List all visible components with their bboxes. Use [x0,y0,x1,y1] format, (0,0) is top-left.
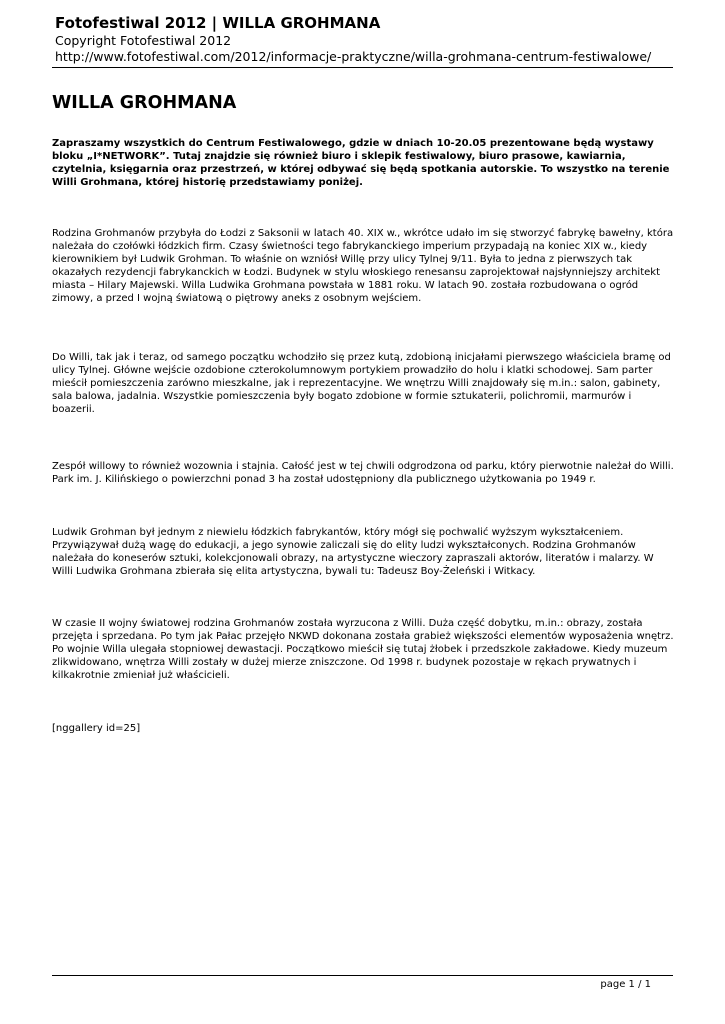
header-copyright: Copyright Fotofestiwal 2012 [55,33,232,48]
paragraph-family: Ludwik Grohman był jednym z niewielu łódzkich fabrykantów, który mógł się pochwalić wyższym wykształceniem. Przywiązywał dużą wagę do edukacji, a jego synowie zaliczali się do elity ludzi wykształconych. Rodzina Grohmanów należała do koneserów sztuki, kolekcjonowali obrazy, na artystyczne wieczory zapraszali aktorów, literatów i malarzy. W Willi Ludwika Grohmana zbierała się elita artystyczna, bywali tu: Tadeusz Boy-Żeleński i Witkacy. [52,527,654,577]
document-header [55,14,673,65]
paragraph-war: W czasie II wojny światowej rodzina Grohmanów została wyrzucona z Willi. Duża część dobytku, m.in.: obrazy, została przejęta i sprzedana. Po tym jak Pałac przejęło NKWD dokonana została grabież większości elementów wyposażenia wnętrz. Po wojnie Willa ulegała stopniowej dewastacji. Początkowo mieścił się tutaj żłobek i przedszkole zakładowe. Kiedy muzeum zlikwidowano, wnętrza Willi zostały w dużej mierze zniszczone. Od 1998 r. budynek pozostaje w rękach prywatnych i kilkakrotnie zmieniał już właścicieli. [52,618,674,681]
gallery-shortcode: [nggallery id=25] [52,723,141,734]
footer-divider [52,975,673,976]
header-divider [52,67,673,68]
lead-paragraph: Zapraszamy wszystkich do Centrum Festiwalowego, gdzie w dniach 10-20.05 prezentowane będą wystawy bloku „I*NETWORK”. Tutaj znajdzie się również biuro i sklepik festiwalowy, biuro prasowe, kawiarnia, czytelnia, księgarnia oraz przestrzeń, w której odbywać się będą spotkania autorskie. To wszystko na terenie Willi Grohmana, której historię przedstawiamy poniżej. [52,138,670,188]
article-body [52,92,674,780]
header-url: http://www.fotofestiwal.com/2012/informacje-praktyczne/willa-grohmana-centrum-festiwalowe/ [55,49,652,64]
paragraph-history: Rodzina Grohmanów przybyła do Łodzi z Saksonii w latach 40. XIX w., wkrótce udało im się stworzyć fabrykę bawełny, która należała do czołówki łódzkich firm. Czasy świetności tego fabrykanckiego imperium przypadają na koniec XIX w., kiedy kierownikiem był Ludwik Grohman. To właśnie on wzniósł Willę przy ulicy Tylnej 9/11. Była to jedna z pierwszych tak okazałych rezydencji fabrykanckich w Łodzi. Budynek w stylu włoskiego renesansu zaprojektował najsłynniejszy architekt miasta – Hilary Majewski. Willa Ludwika Grohmana powstała w 1881 roku. W latach 90. została rozbudowana o ogród zimowy, a przed I wojną światową o piętrowy aneks z osobnym wejściem. [52,228,674,304]
header-title: Fotofestiwal 2012 | WILLA GROHMANA [55,14,381,32]
page-number: page 1 / 1 [600,979,651,990]
paragraph-interior: Do Willi, tak jak i teraz, od samego początku wchodziło się przez kutą, zdobioną inicjałami pierwszego właściciela bramę od ulicy Tylnej. Główne wejście ozdobione czterokolumnowym portykiem prowadziło do holu i klatki schodowej. Sam parter mieścił pomieszczenia zarówno mieszkalne, jak i reprezentacyjne. We wnętrzu Willi znajdowały się m.in.: salon, gabinety, sala balowa, jadalnia. Wszystkie pomieszczenia były bogato zdobione w formie sztukaterii, polichromii, marmurów i boazerii. [52,352,671,415]
page-title: WILLA GROHMANA [52,93,237,113]
paragraph-stables: Zespół willowy to również wozownia i stajnia. Całość jest w tej chwili odgrodzona od parku, który pierwotnie należał do Willi. Park im. J. Kilińskiego o powierzchni ponad 3 ha został udostępniony dla publicznego użytkowania po 1949 r. [52,461,674,485]
